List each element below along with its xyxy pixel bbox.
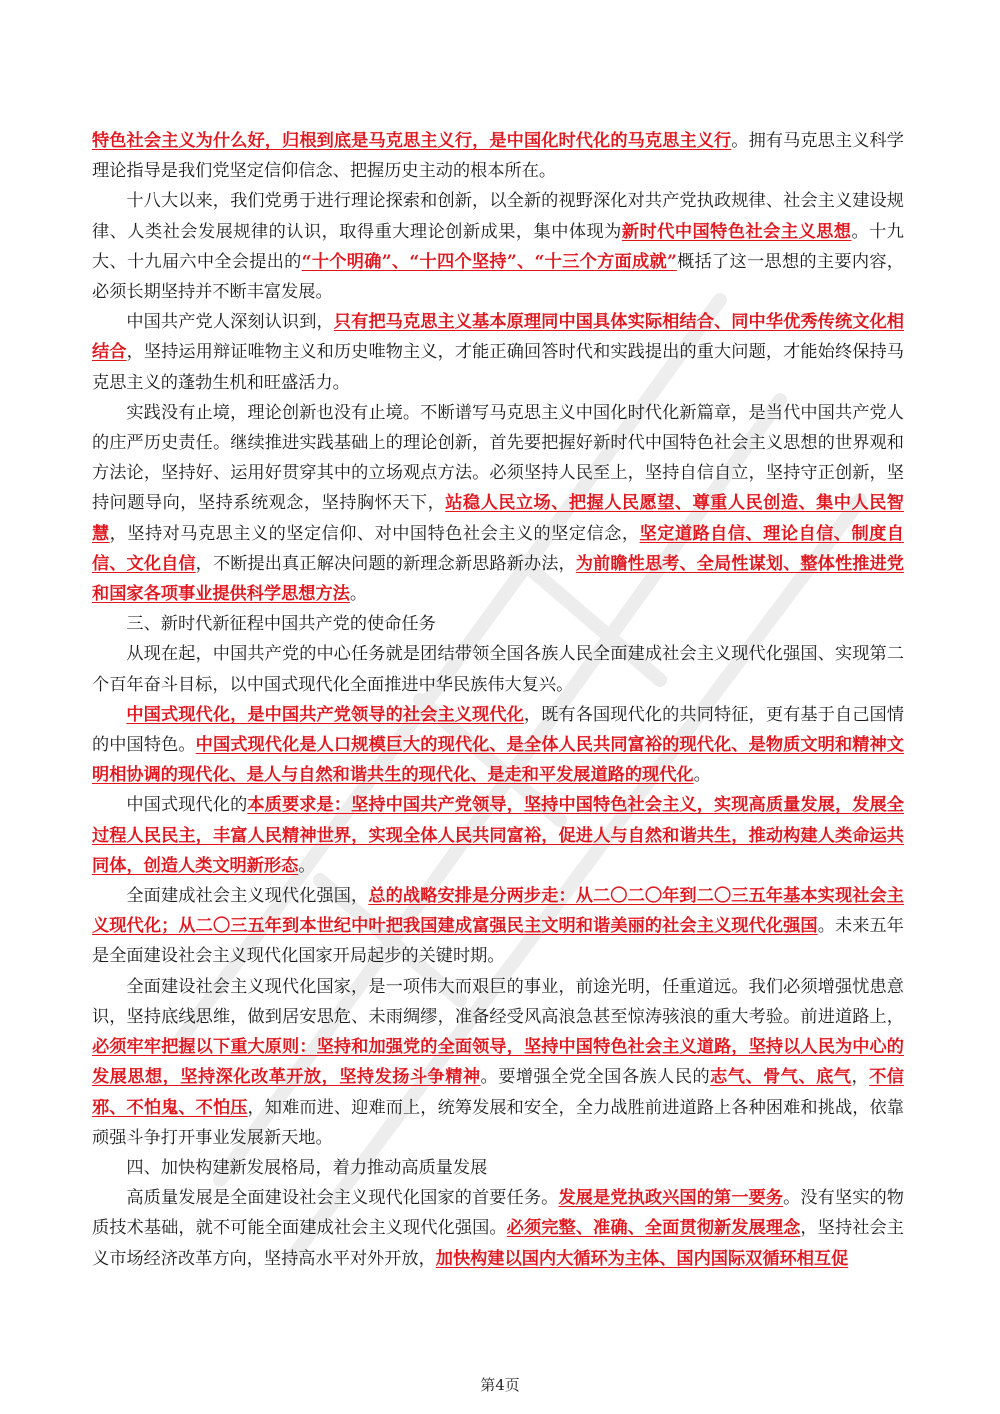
highlighted-text: 坚定道路自信、理论自信、制度自信、文化自信 (92, 523, 904, 574)
page-number: 第4页 (480, 1376, 520, 1394)
body-text: 。要增强全党全国各族人民的 (480, 1067, 711, 1088)
body-text: 中国式现代化的 (126, 795, 248, 816)
body-text: 。没有坚实的物质技术基础，就不可能全面建成社会主义现代化强国。 (92, 1188, 904, 1239)
highlighted-text: 总的战略安排是分两步走：从二〇二〇年到二〇三五年基本实现社会主义现代化；从二〇三五年到本世纪中叶把我国建成富强民主文明和谐美丽的社会主义现代化强国 (92, 886, 904, 937)
paragraph (92, 307, 904, 398)
paragraph (92, 881, 904, 972)
paragraph (92, 639, 904, 699)
highlighted-text: 中国式现代化，是中国共产党领导的社会主义现代化 (126, 704, 524, 725)
body-text: 概括了这一思想的主要内容，必须长期坚持并不断丰富发展。 (92, 251, 904, 303)
highlighted-text: 发展是党执政兴国的第一要务 (558, 1188, 784, 1209)
highlighted-text: 特色社会主义为什么好，归根到底是马克思主义行，是中国化时代化的马克思主义行 (92, 131, 732, 151)
body-text: ，不断提出真正解决问题的新理念新思路新办法， (195, 553, 576, 574)
highlighted-text: 必须完整、准确、全面贯彻新发展理念 (506, 1218, 801, 1239)
body-text: 中国共产党人深刻认识到， (126, 312, 334, 333)
body-text: 高质量发展是全面建设社会主义现代化国家的首要任务。 (126, 1188, 559, 1209)
body-text: 。十九大、十九届六中全会提出的 (92, 221, 904, 272)
body-text: ，坚持对马克思主义的坚定信仰、对中国特色社会主义的坚定信念， (109, 523, 640, 544)
paragraph (92, 186, 904, 307)
body-text: ，既有各国现代化的共同特征，更有基于自己国情的中国特色。 (92, 704, 904, 756)
paragraph (92, 790, 904, 881)
highlighted-text: 新时代中国特色社会主义思想 (621, 221, 852, 242)
highlighted-text: 不信邪、不怕鬼、不怕压 (92, 1067, 904, 1118)
paragraph (92, 1183, 904, 1274)
highlighted-text: 为前瞻性思考、全局性谋划、整体性推进党和国家各项事业提供科学思想方法 (92, 553, 904, 605)
highlighted-text: 志气、骨气、底气 (710, 1067, 852, 1088)
highlighted-text: 只有把马克思主义基本原理同中国具体实际相结合、同中华优秀传统文化相结合 (92, 312, 904, 363)
paragraph (92, 609, 904, 639)
body-text: 实践没有止境，理论创新也没有止境。不断谱写马克思主义中国化时代化新篇章，是当代中国共产党人的庄严历史责任。继续推进实践基础上的理论创新，首先要把握好新时代中国特色社会主义思想的世界观和方法论，坚持好、运用好贯穿其中的立场观点方法。必须坚持人民至上，坚持自信自立，坚持守正创新，坚持问题导向，坚持系统观念，坚持胸怀天下， (92, 402, 904, 514)
body-text: 。 (298, 855, 316, 876)
document-body (92, 126, 904, 1274)
highlighted-text: 站稳人民立场、把握人民愿望、尊重人民创造、集中人民智慧 (92, 493, 904, 544)
body-text: 从现在起，中国共产党的中心任务就是团结带领全国各族人民全面建成社会主义现代化强国、实现第二个百年奋斗目标，以中国式现代化全面推进中华民族伟大复兴。 (92, 644, 904, 695)
highlighted-text: 加快构建以国内大循环为主体、国内国际双循环相互促 (435, 1248, 849, 1269)
body-text: 四、加快构建新发展格局，着力推动高质量发展 (126, 1157, 488, 1178)
body-text: 全面建成社会主义现代化强国， (126, 886, 369, 907)
highlighted-text: 本质要求是：坚持中国共产党领导，坚持中国特色社会主义，实现高质量发展，发展全过程人民民主，丰富人民精神世界，实现全体人民共同富裕，促进人与自然和谐共生，推动构建人类命运共同体，创造人类文明新形态 (92, 795, 904, 876)
body-text: 。拥有马克思主义科学理论指导是我们党坚定信仰信念、把握历史主动的根本所在。 (92, 131, 904, 182)
body-text: ，坚持社会主义市场经济改革方向，坚持高水平对外开放， (92, 1218, 904, 1269)
paragraph (92, 972, 904, 1153)
body-text: 全面建设社会主义现代化国家，是一项伟大而艰巨的事业，前途光明，任重道远。我们必须增强忧患意识，坚持底线思维，做到居安思危、未雨绸缪，准备经受风高浪急甚至惊涛骇浪的重大考验。前进道路上， (92, 976, 904, 1027)
highlighted-text: 必须牢牢把握以下重大原则：坚持和加强党的全面领导，坚持中国特色社会主义道路，坚持以人民为中心的发展思想，坚持深化改革开放，坚持发扬斗争精神 (92, 1037, 904, 1088)
body-text: 十八大以来，我们党勇于进行理论探索和创新，以全新的视野深化对共产党执政规律、社会主义建设规律、人类社会发展规律的认识，取得重大理论创新成果，集中体现为 (92, 191, 904, 242)
highlighted-text: 中国式现代化是人口规模巨大的现代化、是全体人民共同富裕的现代化、是物质文明和精神文明相协调的现代化、是人与自然和谐共生的现代化、是走和平发展道路的现代化 (92, 735, 904, 786)
body-text: 。 (693, 765, 711, 786)
paragraph (92, 126, 904, 186)
body-text: 三、新时代新征程中国共产党的使命任务 (126, 614, 436, 635)
body-text: 。 (349, 584, 368, 605)
highlighted-text: “十个明确”、“十四个坚持”、“十三个方面成就” (301, 251, 677, 272)
body-text: ，坚持运用辩证唯物主义和历史唯物主义，才能正确回答时代和实践提出的重大问题，才能始终保持马克思主义的蓬勃生机和旺盛活力。 (92, 342, 904, 393)
body-text: 。未来五年是全面建设社会主义现代化国家开局起步的关键时期。 (92, 916, 904, 967)
body-text: ， (851, 1067, 870, 1088)
paragraph (92, 700, 904, 791)
body-text: ，知难而进、迎难而上，统筹发展和安全，全力战胜前进道路上各种困难和挑战，依靠顽强斗争打开事业发展新天地。 (92, 1097, 904, 1148)
paragraph (92, 1153, 904, 1183)
paragraph (92, 398, 904, 609)
